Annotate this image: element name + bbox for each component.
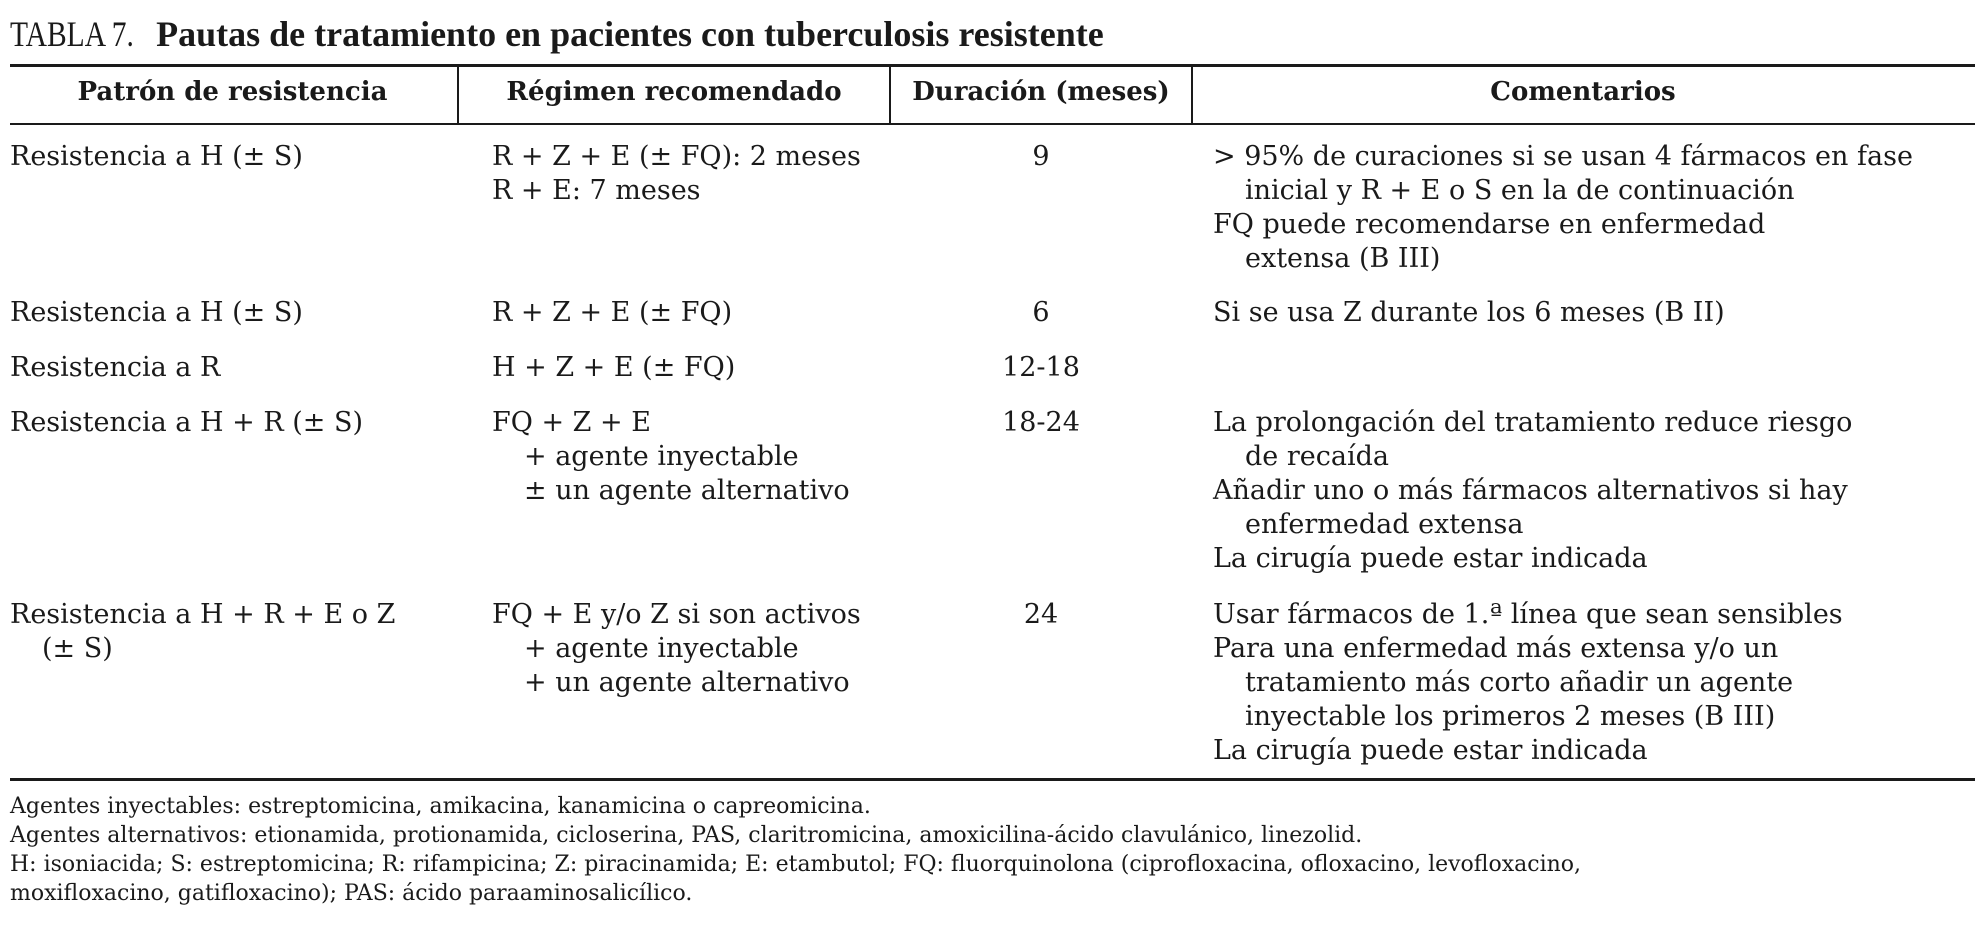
table-row-1-pattern (10, 140, 303, 174)
cell-line: + agente inyectable (524, 633, 799, 664)
cell-line: Usar fármacos de 1.ª línea que sean sensibles (1213, 599, 1843, 630)
cell-line: inicial y R + E o S en la de continuación (1245, 175, 1795, 206)
cell-line: extensa (B III) (1245, 243, 1441, 274)
table-row-5-pattern (10, 598, 395, 666)
table-footnotes (10, 792, 1970, 908)
table-row-2-pattern: Resistencia a H (± S) (10, 297, 303, 328)
cell-line: tratamiento más corto añadir un agente (1245, 667, 1794, 698)
table-row-3-pattern: Resistencia a R (10, 352, 221, 383)
cell-line: > 95% de curaciones si se usan 4 fármacos en fase (1213, 141, 1913, 172)
cell-line: La prolongación del tratamiento reduce riesgo (1213, 407, 1853, 438)
table-row-5-regimen (492, 598, 861, 700)
cell-line: + un agente alternativo (524, 667, 850, 698)
table-row-1-duration: 9 (1032, 141, 1050, 172)
table-row-2-regimen: R + Z + E (± FQ) (492, 297, 733, 328)
table-row-3-duration: 12-18 (1002, 352, 1080, 383)
header-regimen: Régimen recomendado (506, 77, 842, 107)
table-label: TABLA 7. (10, 14, 134, 54)
footnote-line: moxifloxacino, gatifloxacino); PAS: ácido paraaminosalicílico. (10, 881, 693, 906)
cell-line: Resistencia a H (± S) (10, 141, 303, 172)
table-row-4-regimen (492, 406, 850, 508)
cell-line: FQ + E y/o Z si son activos (492, 599, 861, 630)
cell-line: Añadir uno o más fármacos alternativos si hay (1213, 475, 1848, 506)
cell-line: + agente inyectable (524, 441, 799, 472)
cell-line: ± un agente alternativo (524, 475, 850, 506)
table-row-2-comments: Si se usa Z durante los 6 meses (B II) (1213, 297, 1725, 328)
header-comments: Comentarios (1490, 77, 1676, 107)
cell-line: FQ puede recomendarse en enfermedad (1213, 209, 1766, 240)
cell-line: La cirugía puede estar indicada (1213, 543, 1648, 574)
cell-line: La cirugía puede estar indicada (1213, 735, 1648, 766)
cell-line: R + Z + E (± FQ): 2 meses (492, 141, 861, 172)
footnote-line: H: isoniacida; S: estreptomicina; R: rifampicina; Z: piracinamida; E: etambutol; FQ: fluorquinolona (ciprofloxacina, ofloxacino, levofloxacino, (10, 852, 1582, 877)
table-row-1-regimen (492, 140, 861, 208)
cell-line: Para una enfermedad más extensa y/o un (1213, 633, 1779, 664)
header-rule (10, 123, 1975, 125)
cell-line: de recaída (1245, 441, 1389, 472)
cell-line: enfermedad extensa (1245, 509, 1524, 540)
top-rule (10, 64, 1975, 67)
table-title-text: Pautas de tratamiento en pacientes con tuberculosis resistente (156, 14, 1104, 54)
table-row-2-duration: 6 (1032, 297, 1050, 328)
table-row-4-comments (1213, 406, 1852, 576)
cell-line: inyectable los primeros 2 meses (B III) (1245, 701, 1776, 732)
table-row-5-comments (1213, 598, 1843, 768)
table-row-1-comments (1213, 140, 1913, 276)
header-duration: Duración (meses) (912, 77, 1170, 107)
table-row-3-regimen: H + Z + E (± FQ) (492, 352, 736, 383)
footnote-line: Agentes inyectables: estreptomicina, amikacina, kanamicina o capreomicina. (10, 794, 871, 819)
cell-line: (± S) (42, 633, 113, 664)
table-row-4-pattern: Resistencia a H + R (± S) (10, 407, 364, 438)
cell-line: Resistencia a H + R + E o Z (10, 599, 396, 630)
cell-line: R + E: 7 meses (492, 175, 701, 206)
table-row-4-duration: 18-24 (1002, 407, 1080, 438)
table-title (10, 12, 1104, 56)
cell-line: FQ + Z + E (492, 407, 651, 438)
header-pattern: Patrón de resistencia (77, 77, 388, 107)
bottom-rule (10, 778, 1975, 781)
table-row-5-duration: 24 (1023, 599, 1059, 630)
footnote-line: Agentes alternativos: etionamida, protionamida, cicloserina, PAS, claritromicina, amoxicilina-ácido clavulánico, linezolid. (10, 823, 1363, 848)
